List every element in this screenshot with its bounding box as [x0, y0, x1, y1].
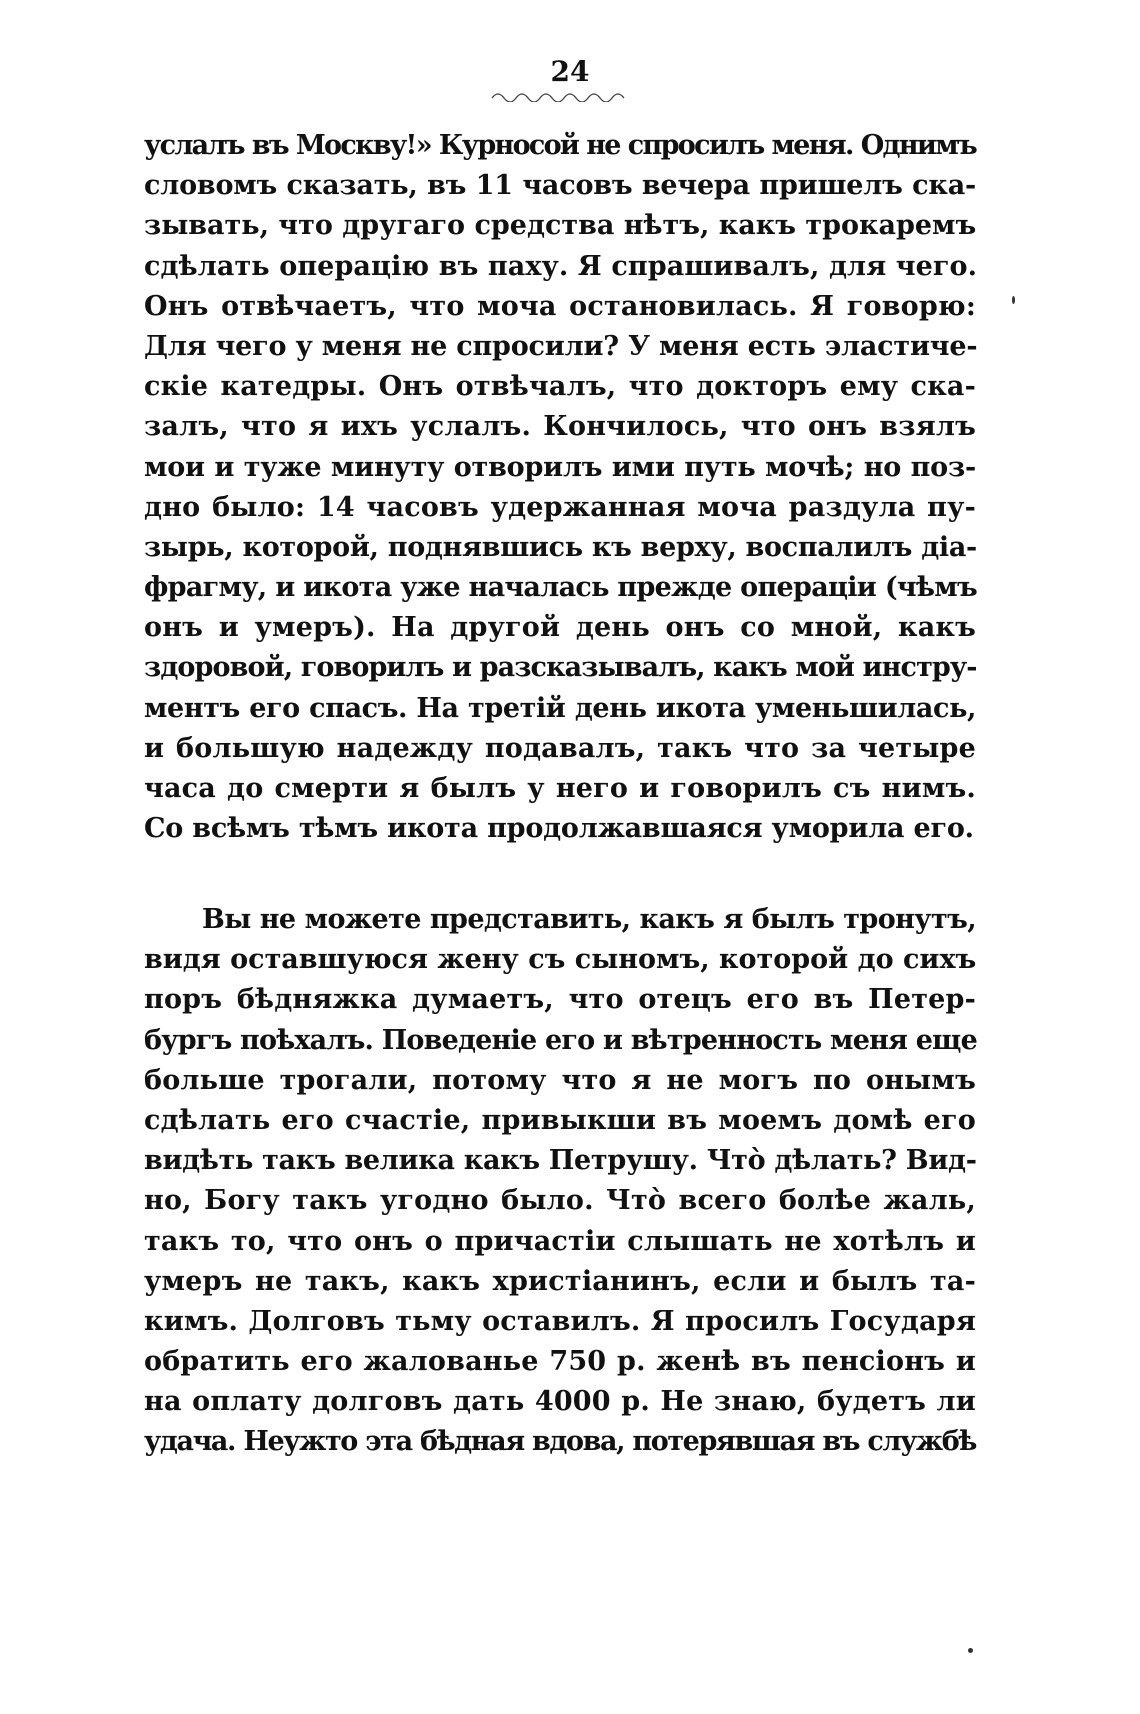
text-line: дно было: 14 часовъ удержанная моча раздула пу- [144, 491, 976, 523]
text-line: услалъ въ Москву!» Курносой не спросилъ меня. Однимъ [144, 130, 976, 161]
text-line: Вы не можете представить, какъ я былъ тронутъ, [202, 904, 976, 935]
text-line: онъ и умеръ). На другой день онъ со мной, какъ [144, 612, 976, 644]
text-line: залъ, что я ихъ услалъ. Кончилось, что онъ взялъ [144, 411, 976, 443]
text-line: сдѣлать операцію въ паху. Я спрашивалъ, для чего. [144, 250, 978, 282]
text-line: такъ то, что онъ о причастіи слышать не хотѣлъ и [144, 1225, 976, 1257]
print-speck [968, 1648, 973, 1653]
text-line: Для чего у меня не спросили? У меня есть эластиче- [144, 330, 978, 362]
text-line: Онъ отвѣчаетъ, что моча остановилась. Я говорю: [144, 290, 976, 322]
text-line: зывать, что другаго средства нѣтъ, какъ трокаремъ [144, 210, 977, 242]
text-line: обратить его жалованье 750 р. женѣ въ пенсіонъ и [144, 1346, 976, 1378]
text-line: зырь, которой, поднявшись къ верху, воспалилъ діа- [144, 531, 977, 563]
print-speck [1012, 296, 1015, 304]
text-line: но, Богу такъ угодно было. Что̀ всего болѣе жаль, [144, 1185, 976, 1217]
text-line: кимъ. Долговъ тьму оставилъ. Я просилъ Государя [144, 1305, 976, 1337]
decorative-ornament [490, 88, 630, 102]
text-line: фрагму, и икота уже началась прежде операціи (чѣмъ [144, 572, 978, 604]
paragraph-2 [144, 900, 976, 1463]
text-line: словомъ сказать, въ 11 часовъ вечера пришелъ ска- [144, 170, 976, 202]
text-line: и большую надежду подавалъ, такъ что за четыре [144, 732, 976, 764]
text-line: удача. Неужто эта бѣдная вдова, потерявшая въ службѣ [144, 1426, 976, 1458]
text-line: мои и туже минуту отворилъ ими путь мочѣ; но поз- [144, 451, 976, 483]
text-line: бургъ поѣхалъ. Поведеніе его и вѣтренность меня еще [144, 1024, 977, 1056]
text-line: поръ бѣдняжка думаетъ, что отецъ его въ Петер- [144, 984, 976, 1016]
text-line: сдѣлать его счастіе, привыкши въ моемъ домѣ его [144, 1104, 976, 1136]
text-line: умеръ не такъ, какъ христіанинъ, если и былъ та- [144, 1265, 976, 1297]
text-line: на оплату долговъ дать 4000 р. Не знаю, будетъ ли [144, 1386, 976, 1418]
text-line: видѣть такъ велика какъ Петрушу. Что̀ дѣлать? Вид- [144, 1145, 977, 1177]
text-line: видя оставшуюся жену съ сыномъ, которой до сихъ [144, 944, 977, 976]
page-number: 24 [550, 55, 590, 88]
text-line: Со всѣмъ тѣмъ икота продолжавшаяся уморила его. [144, 813, 974, 845]
text-line: ментъ его спасъ. На третій день икота уменьшилась, [144, 692, 976, 724]
text-line: больше трогали, потому что я не могъ по онымъ [144, 1064, 976, 1096]
text-line: здоровой, говорилъ и разсказывалъ, какъ мой инстру- [144, 652, 977, 684]
text-line: скіе катедры. Онъ отвѣчалъ, что докторъ ему ска- [144, 371, 976, 403]
paragraph-1 [144, 126, 976, 849]
text-line: часа до смерти я былъ у него и говорилъ съ нимъ. [144, 773, 976, 804]
